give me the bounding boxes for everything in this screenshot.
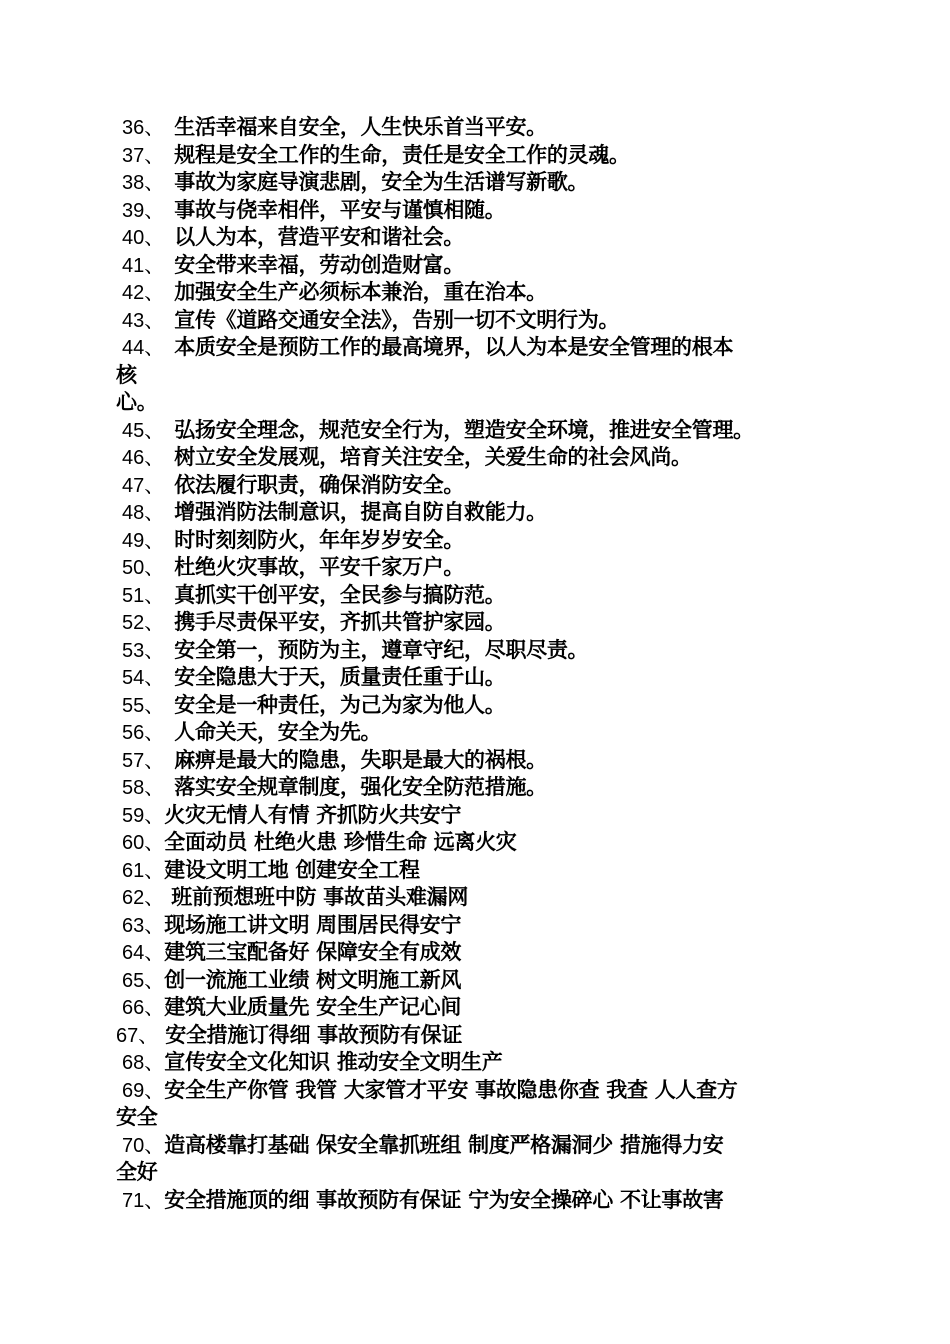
slogan-text: 安全是一种责任，为己为家为他人。: [174, 692, 506, 717]
slogan-text: 安全生产你管 我管 大家管才平安 事故隐患你查 我查 人人查方: [164, 1077, 738, 1102]
slogan-number: 37、: [122, 144, 165, 167]
slogan-text: 安全: [116, 1105, 158, 1129]
slogan-line: [116, 884, 846, 912]
slogan-text: 现场施工讲文明 周围居民得安宁: [164, 912, 462, 937]
slogan-number: 39、: [122, 199, 165, 222]
slogan-line: [116, 1022, 846, 1050]
slogan-text: 造高楼靠打基础 保安全靠抓班组 制度严格漏洞少 措施得力安: [164, 1132, 724, 1157]
slogan-text: 创一流施工业绩 树文明施工新风: [164, 967, 462, 992]
slogan-text: 班前预想班中防 事故苗头难漏网: [164, 885, 469, 909]
slogan-number: 64、: [122, 942, 165, 964]
slogan-list: [116, 114, 846, 1214]
slogan-number: 36、: [122, 117, 165, 139]
slogan-number: 55、: [122, 694, 165, 717]
slogan-number: 62、: [122, 887, 165, 909]
slogan-number: 61、: [122, 859, 165, 882]
slogan-line: [116, 169, 846, 197]
slogan-line: [116, 114, 846, 142]
slogan-number: 66、: [122, 997, 165, 1019]
slogan-line: [116, 1132, 846, 1160]
slogan-text: 安全隐患大于天，质量责任重于山。: [174, 665, 506, 689]
slogan-number: 68、: [122, 1052, 165, 1074]
slogan-line: [116, 994, 846, 1022]
slogan-line: [116, 637, 846, 665]
slogan-number: 54、: [122, 667, 165, 689]
slogan-line: [116, 802, 846, 830]
slogan-number: 48、: [122, 502, 165, 524]
slogan-line: [116, 1187, 846, 1215]
slogan-text: 依法履行职责，确保消防安全。: [174, 472, 465, 497]
slogan-text: 加强安全生产必须标本兼治，重在治本。: [174, 280, 547, 304]
slogan-text: 核: [116, 362, 137, 387]
slogan-text: 火灾无情人有情 齐抓防火共安宁: [164, 802, 462, 827]
slogan-line: [116, 499, 846, 527]
slogan-line: [116, 1104, 846, 1132]
slogan-text: 时时刻刻防火，年年岁岁安全。: [174, 527, 465, 552]
slogan-line: [116, 472, 846, 500]
slogan-text: 建筑三宝配备好 保障安全有成效: [164, 940, 462, 964]
slogan-line: [116, 857, 846, 885]
slogan-line: [116, 527, 846, 555]
slogan-line: [116, 1159, 846, 1187]
slogan-number: 42、: [122, 282, 165, 304]
slogan-number: 40、: [122, 227, 165, 249]
slogan-text: 安全第一，预防为主，遵章守纪，尽职尽责。: [174, 637, 589, 662]
slogan-text: 事故与侥幸相伴，平安与谨慎相随。: [174, 197, 506, 222]
slogan-line: [116, 554, 846, 582]
slogan-number: 38、: [122, 172, 165, 194]
slogan-number: 67、: [116, 1024, 159, 1047]
slogan-line: [116, 609, 846, 637]
slogan-text: 全面动员 杜绝火患 珍惜生命 远离火灾: [164, 830, 517, 854]
slogan-text: 落实安全规章制度，强化安全防范措施。: [174, 775, 547, 799]
slogan-line: [116, 279, 846, 307]
slogan-text: 宣传安全文化知识 推动安全文明生产: [164, 1050, 503, 1074]
slogan-text: 安全措施订得细 事故预防有保证: [158, 1022, 463, 1047]
slogan-number: 60、: [122, 832, 165, 854]
slogan-line: [116, 582, 846, 610]
slogan-line: [116, 664, 846, 692]
slogan-number: 44、: [122, 337, 165, 359]
slogan-text: 增强消防法制意识，提高自防自救能力。: [174, 500, 547, 524]
slogan-number: 53、: [122, 639, 165, 662]
slogan-line: [116, 444, 846, 472]
slogan-text: 建筑大业质量先 安全生产记心间: [164, 995, 462, 1019]
slogan-text: 心。: [116, 390, 158, 414]
slogan-number: 45、: [122, 419, 165, 442]
slogan-text: 安全措施顶的细 事故预防有保证 宁为安全操碎心 不让事故害: [164, 1187, 724, 1212]
slogan-text: 建设文明工地 创建安全工程: [164, 857, 420, 882]
slogan-number: 51、: [122, 584, 165, 607]
slogan-line: [116, 252, 846, 280]
slogan-line: [116, 747, 846, 775]
slogan-line: [116, 1077, 846, 1105]
slogan-number: 50、: [122, 557, 165, 579]
slogan-line: [116, 967, 846, 995]
slogan-text: 安全带来幸福，劳动创造财富。: [174, 252, 465, 277]
slogan-number: 70、: [122, 1134, 165, 1157]
slogan-line: [116, 939, 846, 967]
slogan-text: 人命关天，安全为先。: [174, 720, 382, 744]
slogan-number: 52、: [122, 612, 165, 634]
slogan-text: 以人为本，营造平安和谐社会。: [174, 225, 465, 249]
slogan-line: [116, 1049, 846, 1077]
slogan-number: 58、: [122, 777, 165, 799]
slogan-number: 43、: [122, 309, 165, 332]
slogan-text: 携手尽责保平安，齐抓共管护家园。: [174, 610, 506, 634]
slogan-text: 本质安全是预防工作的最高境界，以人为本是安全管理的根本: [174, 335, 734, 359]
slogan-line: [116, 362, 846, 390]
slogan-number: 57、: [122, 749, 165, 772]
slogan-text: 麻痹是最大的隐患，失职是最大的祸根。: [174, 747, 547, 772]
slogan-line: [116, 774, 846, 802]
slogan-text: 真抓实干创平安，全民参与搞防范。: [174, 582, 506, 607]
slogan-line: [116, 912, 846, 940]
slogan-text: 树立安全发展观，培育关注安全，关爱生命的社会风尚。: [174, 445, 692, 469]
slogan-number: 69、: [122, 1079, 165, 1102]
slogan-line: [116, 197, 846, 225]
slogan-number: 46、: [122, 447, 165, 469]
slogan-number: 59、: [122, 804, 165, 827]
slogan-text: 杜绝火灾事故，平安千家万户。: [174, 555, 465, 579]
slogan-text: 事故为家庭导演悲剧，安全为生活谱写新歌。: [174, 170, 589, 194]
slogan-line: [116, 307, 846, 335]
slogan-text: 生活幸福来自安全，人生快乐首当平安。: [174, 115, 547, 139]
slogan-text: 全好: [116, 1160, 158, 1184]
slogan-line: [116, 142, 846, 170]
slogan-line: [116, 719, 846, 747]
slogan-line: [116, 417, 846, 445]
slogan-number: 47、: [122, 474, 165, 497]
slogan-number: 71、: [122, 1189, 165, 1212]
slogan-line: [116, 334, 846, 362]
slogan-line: [116, 389, 846, 417]
slogan-number: 65、: [122, 969, 165, 992]
slogan-number: 49、: [122, 529, 165, 552]
slogan-text: 规程是安全工作的生命，责任是安全工作的灵魂。: [174, 142, 630, 167]
slogan-line: [116, 692, 846, 720]
slogan-text: 弘扬安全理念，规范安全行为，塑造安全环境，推进安全管理。: [174, 417, 754, 442]
slogan-line: [116, 829, 846, 857]
slogan-number: 63、: [122, 914, 165, 937]
slogan-number: 56、: [122, 722, 165, 744]
slogan-number: 41、: [122, 254, 165, 277]
slogan-text: 宣传《道路交通安全法》，告别一切不文明行为。: [174, 307, 620, 332]
slogan-line: [116, 224, 846, 252]
